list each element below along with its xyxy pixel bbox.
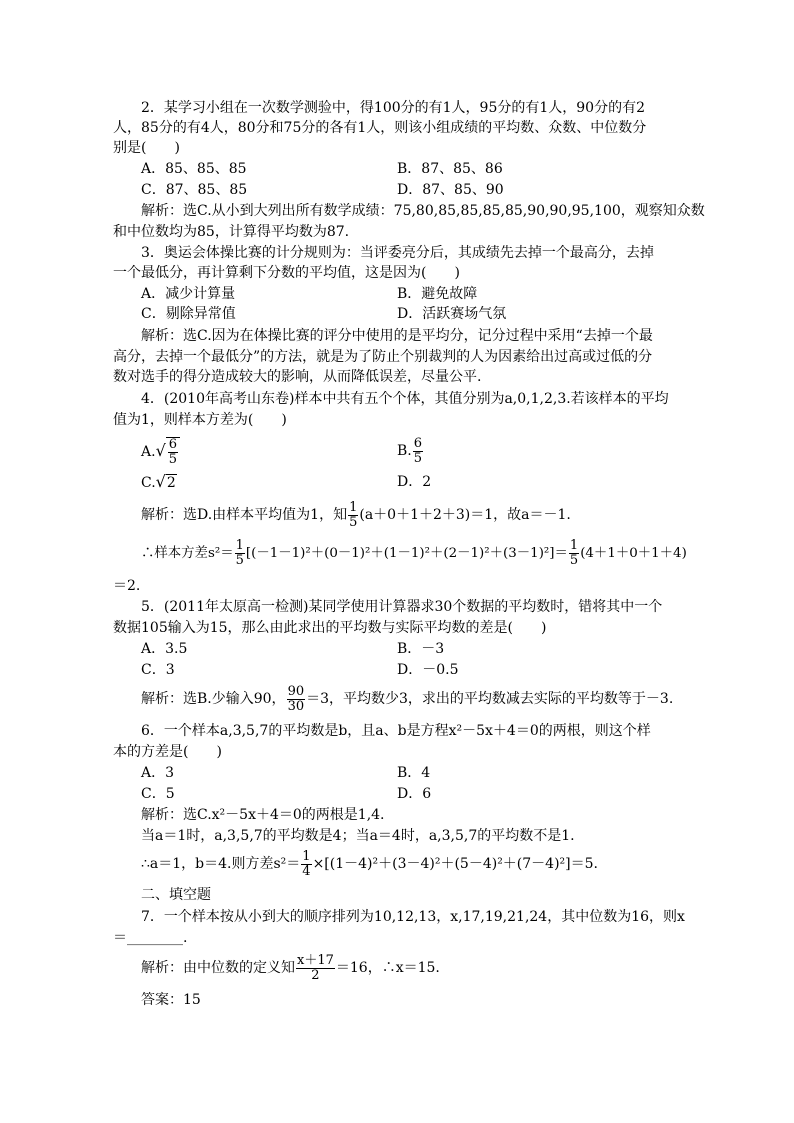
q4-option-a-num: 6 bbox=[168, 436, 178, 452]
q6-solution-text-a: ∴a＝1，b＝4.则方差s²＝ bbox=[141, 856, 301, 872]
q7-stem-line2: ＝________. bbox=[113, 930, 188, 946]
q4-solution-line2 bbox=[141, 538, 721, 570]
q7-solution-line bbox=[141, 952, 721, 984]
q6-stem-line2: 本的方差是( ) bbox=[113, 744, 222, 760]
q3-option-d: D．活跃赛场气氛 bbox=[397, 306, 507, 322]
q4-option-b bbox=[397, 433, 794, 469]
fraction-den: 30 bbox=[287, 698, 305, 714]
q4-solution-line3: ＝2. bbox=[113, 578, 141, 594]
q7-stem-line1: 7．一个样本按从小到大的顺序排列为10,12,13，x,17,19,21,24，其中位数为16，则x bbox=[141, 909, 685, 925]
q2-option-d: D．87、85、90 bbox=[397, 182, 504, 198]
fraction-den: 4 bbox=[302, 863, 311, 879]
fraction-num: 1 bbox=[235, 538, 244, 553]
fraction-num: x＋17 bbox=[297, 952, 334, 968]
q4-option-a-radicand bbox=[166, 437, 180, 467]
q5-stem-line1: 5．(2011年太原高一检测)某同学使用计算器求30个数据的平均数时，错将其中一个 bbox=[141, 599, 663, 615]
q3-stem-line1: 3．奥运会体操比赛的计分规则为：当评委亮分后，其成绩先去掉一个最高分，去掉 bbox=[141, 245, 654, 261]
q6-option-c: C．5 bbox=[141, 786, 175, 802]
q4-option-b-label: B. bbox=[397, 443, 412, 459]
q6-solution-line3 bbox=[141, 848, 721, 880]
q3-option-a: A．减少计算量 bbox=[141, 286, 236, 302]
q2-solution-line2: 和中位数均为85，计算得平均数为87. bbox=[113, 224, 350, 240]
q4-stem-line1: 4．(2010年高考山东卷)样本中共有五个个体，其值分别为a,0,1,2,3.若该样本的平均 bbox=[141, 391, 669, 407]
q2-option-a: A．85、85、85 bbox=[141, 161, 247, 177]
q5-solution-line bbox=[141, 683, 721, 715]
q6-stem-line1: 6．一个样本a,3,5,7的平均数是b，且a、b是方程x²－5x＋4＝0的两根，则这个样 bbox=[141, 723, 651, 739]
fraction-num: 1 bbox=[569, 538, 579, 553]
q2-stem-line1: 2．某学习小组在一次数学测验中，得100分的有1人，95分的有1人，90分的有2 bbox=[141, 100, 645, 116]
q3-option-b: B．避免故障 bbox=[397, 286, 478, 302]
q2-option-c: C．87、85、85 bbox=[141, 182, 248, 198]
sqrt-icon: √ bbox=[155, 441, 166, 460]
q6-option-a: A．3 bbox=[141, 765, 175, 781]
q4-option-b-den: 5 bbox=[413, 450, 423, 466]
q4-variance-text-c: (4＋1＋0＋1＋4) bbox=[580, 546, 687, 561]
q5-option-c: C．3 bbox=[141, 662, 175, 678]
q3-solution-line1: 解析：选C.因为在体操比赛的评分中使用的是平均分，记分过程中采用“去掉一个最 bbox=[141, 328, 653, 344]
q4-variance-text-a: ∴样本方差s²＝ bbox=[141, 546, 234, 561]
q4-option-a-den: 5 bbox=[168, 451, 178, 467]
section-heading: 二、填空题 bbox=[141, 887, 211, 903]
q5-option-d: D．－0.5 bbox=[397, 662, 459, 678]
q7-solution-text-b: ＝16，∴x＝15. bbox=[335, 960, 440, 976]
sqrt-icon: √ bbox=[155, 472, 166, 491]
q4-solution-line1 bbox=[141, 499, 721, 531]
q7-solution-text-a: 解析：由中位数的定义知 bbox=[141, 960, 295, 976]
fraction-den: 5 bbox=[349, 514, 358, 530]
q7-answer: 答案：15 bbox=[141, 992, 201, 1008]
q3-option-c: C．剔除异常值 bbox=[141, 306, 236, 322]
q4-stem-line2: 值为1，则样本方差为( ) bbox=[113, 412, 287, 428]
q6-solution-text-b: ×[(1－4)²＋(3－4)²＋(5－4)²＋(7－4)²]＝5. bbox=[312, 856, 598, 872]
q4-option-c-radicand: 2 bbox=[166, 475, 176, 491]
fraction-den: 5 bbox=[235, 553, 244, 568]
q6-solution-line2: 当a＝1时，a,3,5,7的平均数是4；当a＝4时，a,3,5,7的平均数不是1. bbox=[141, 828, 575, 844]
q3-stem-line2: 一个最低分，再计算剩下分数的平均值，这是因为( ) bbox=[113, 265, 460, 281]
q6-option-b: B．4 bbox=[397, 765, 431, 781]
fraction-num: 1 bbox=[302, 848, 311, 864]
q3-solution-line2: 高分，去掉一个最低分”的方法，就是为了防止个别裁判的人为因素给出过高或过低的分 bbox=[113, 349, 653, 365]
fraction-den: 2 bbox=[311, 967, 320, 983]
q6-solution-line1: 解析：选C.x²－5x＋4＝0的两根是1,4. bbox=[141, 807, 385, 823]
fraction-den: 5 bbox=[569, 553, 579, 568]
q2-solution-line1: 解析：选C.从小到大列出所有数学成绩：75,80,85,85,85,85,90,90,95,100，观察知众数 bbox=[141, 203, 705, 219]
q2-option-b: B．87、85、86 bbox=[397, 161, 503, 177]
q6-option-d: D．6 bbox=[397, 786, 432, 802]
q2-stem-line2: 人，85分的有4人，80分和75分的各有1人，则该小组成绩的平均数、众数、中位数分 bbox=[113, 120, 647, 136]
q5-solution-text-b: ＝3，平均数少3，求出的平均数减去实际的平均数等于－3. bbox=[306, 691, 674, 707]
q4-solution-text-a: 解析：选D.由样本平均值为1，知 bbox=[141, 507, 348, 523]
q4-option-d: D．2 bbox=[397, 474, 432, 490]
q4-option-b-num: 6 bbox=[413, 435, 423, 451]
q5-option-a: A．3.5 bbox=[141, 641, 188, 657]
fraction-num: 90 bbox=[287, 683, 305, 699]
q3-solution-line3: 数对选手的得分造成较大的影响，从而降低误差，尽量公平. bbox=[113, 369, 482, 385]
q5-stem-line2: 数据105输入为15，那么由此求出的平均数与实际平均数的差是( ) bbox=[113, 620, 547, 636]
fraction-num: 1 bbox=[349, 499, 358, 515]
q5-solution-text-a: 解析：选B.少输入90， bbox=[141, 691, 286, 707]
q4-solution-text-b: (a＋0＋1＋2＋3)＝1，故a＝－1. bbox=[359, 507, 571, 523]
q2-stem-line3: 别是( ) bbox=[113, 140, 180, 156]
q4-variance-text-b: [(－1－1)²＋(0－1)²＋(1－1)²＋(2－1)²＋(3－1)²]＝ bbox=[245, 546, 568, 561]
q5-option-b: B．－3 bbox=[397, 641, 445, 657]
q4-option-c-label: C. bbox=[141, 475, 156, 491]
q4-option-a-label: A. bbox=[141, 444, 156, 460]
